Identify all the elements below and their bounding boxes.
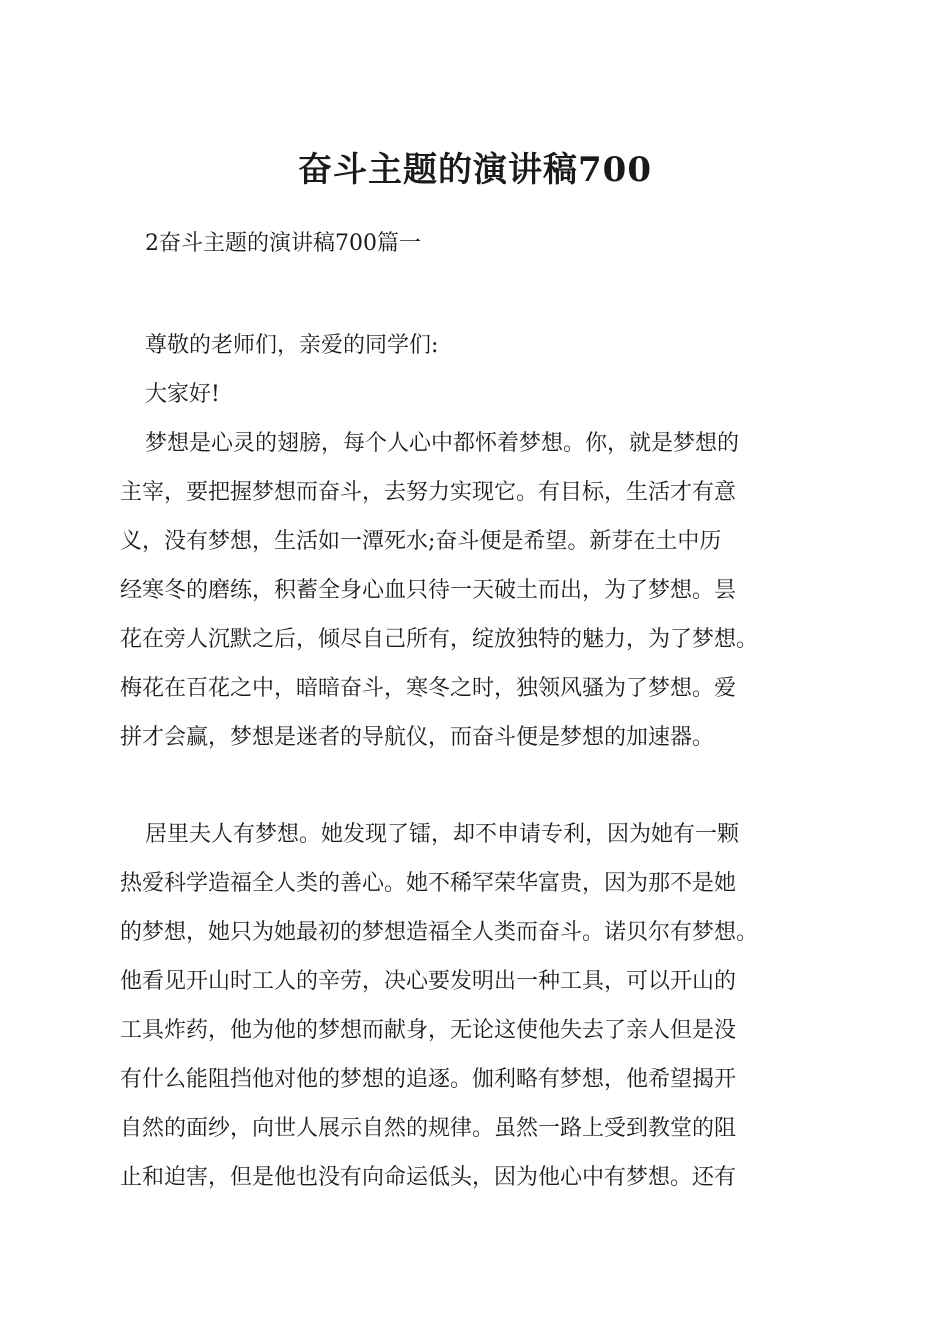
paragraph-line: 自然的面纱，向世人展示自然的规律。虽然一路上受到教堂的阻 <box>120 1116 737 1141</box>
paragraph-line: 拼才会赢，梦想是迷者的导航仪，而奋斗便是梦想的加速器。 <box>120 725 715 750</box>
document-subtitle: 2奋斗主题的演讲稿700篇一 <box>145 231 421 256</box>
paragraph-line: 主宰，要把握梦想而奋斗，去努力实现它。有目标，生活才有意 <box>120 480 737 505</box>
paragraph-line: 有什么能阻挡他对他的梦想的追逐。伽利略有梦想，他希望揭开 <box>120 1067 737 1092</box>
paragraph-line: 工具炸药，他为他的梦想而献身，无论这使他失去了亲人但是没 <box>120 1018 737 1043</box>
greeting-text <box>120 370 855 419</box>
paragraph-line: 热爱科学造福全人类的善心。她不稀罕荣华富贵，因为那不是她 <box>120 871 737 896</box>
document-title: 奋斗主题的演讲稿700 <box>298 150 652 190</box>
paragraph-line: 居里夫人有梦想。她发现了镭，却不申请专利，因为她有一颗 <box>145 822 740 847</box>
salutation-line: 尊敬的老师们，亲爱的同学们: <box>145 333 439 358</box>
paragraph-line: 他看见开山时工人的辛劳，决心要发明出一种工具，可以开山的 <box>120 969 737 994</box>
paragraph-line: 的梦想，她只为她最初的梦想造福全人类而奋斗。诺贝尔有梦想。 <box>120 920 759 945</box>
salutation-text <box>120 321 855 370</box>
paragraph-line: 经寒冬的磨练，积蓄全身心血只待一天破土而出，为了梦想。昙 <box>120 578 737 603</box>
paragraph-line: 义，没有梦想，生活如一潭死水;奋斗便是希望。新芽在土中历 <box>120 529 722 554</box>
paragraph-line: 止和迫害，但是他也没有向命运低头，因为他心中有梦想。还有 <box>120 1165 737 1190</box>
paragraph-line: 花在旁人沉默之后，倾尽自己所有，绽放独特的魅力，为了梦想。 <box>120 627 759 652</box>
paragraph-1 <box>120 419 855 762</box>
paragraph-line: 梦想是心灵的翅膀，每个人心中都怀着梦想。你，就是梦想的 <box>145 431 740 456</box>
greeting-line: 大家好! <box>145 382 220 407</box>
paragraph-line: 梅花在百花之中，暗暗奋斗，寒冬之时，独领风骚为了梦想。爱 <box>120 676 737 701</box>
paragraph-2 <box>120 810 855 1202</box>
